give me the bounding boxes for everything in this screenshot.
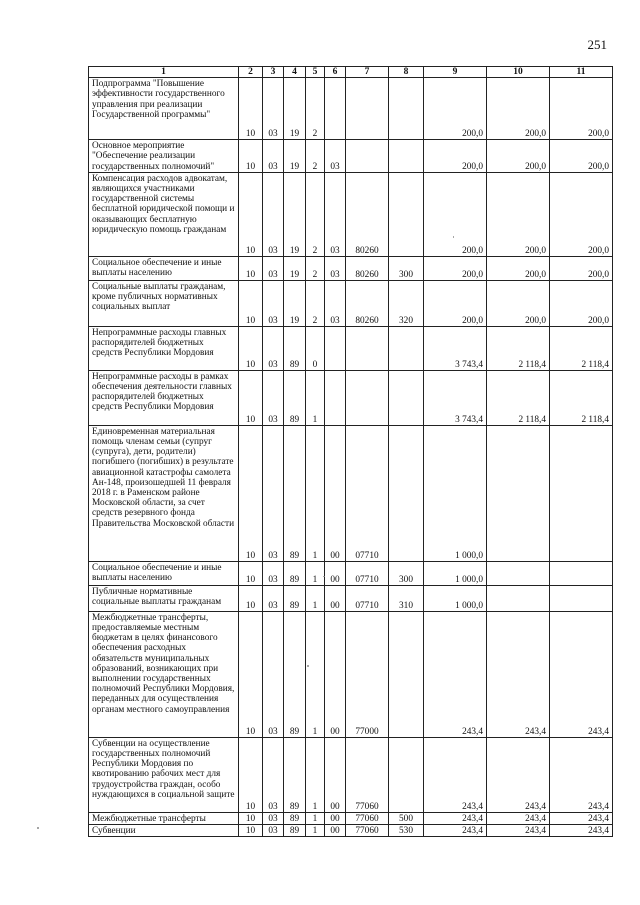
code-cell: 10 bbox=[239, 280, 263, 326]
code-cell bbox=[389, 425, 424, 561]
code-cell: 07710 bbox=[346, 585, 389, 611]
page-number: 251 bbox=[587, 37, 607, 52]
amount-cell: 243,4 bbox=[487, 611, 550, 737]
table-row bbox=[89, 256, 613, 280]
code-cell: 320 bbox=[389, 280, 424, 326]
code-cell: 89 bbox=[284, 611, 306, 737]
code-cell: 03 bbox=[263, 611, 284, 737]
code-cell bbox=[346, 78, 389, 140]
table-row bbox=[89, 280, 613, 326]
amount-cell: 200,0 bbox=[550, 78, 613, 140]
table-body bbox=[89, 78, 613, 837]
amount-cell: 243,4 bbox=[487, 825, 550, 837]
amount-cell: 243,4 bbox=[550, 812, 613, 824]
code-cell: 89 bbox=[284, 326, 306, 370]
header-cell: 10 bbox=[487, 67, 550, 78]
amount-cell: 3 743,4 bbox=[424, 326, 487, 370]
amount-cell: 200,0 bbox=[487, 256, 550, 280]
code-cell: 07710 bbox=[346, 425, 389, 561]
code-cell: 1 bbox=[306, 561, 325, 585]
code-cell: 10 bbox=[239, 326, 263, 370]
amount-cell bbox=[487, 561, 550, 585]
code-cell bbox=[389, 370, 424, 425]
row-name-cell: Основное мероприятие "Обеспечение реализации государственных полномочий" bbox=[89, 140, 239, 173]
code-cell bbox=[389, 140, 424, 173]
scan-speck bbox=[37, 827, 39, 829]
header-cell: 6 bbox=[325, 67, 346, 78]
table-row bbox=[89, 370, 613, 425]
table-row bbox=[89, 585, 613, 611]
code-cell: 03 bbox=[263, 280, 284, 326]
code-cell: 77060 bbox=[346, 825, 389, 837]
code-cell: 10 bbox=[239, 256, 263, 280]
amount-cell bbox=[550, 425, 613, 561]
amount-cell: 2 118,4 bbox=[550, 370, 613, 425]
code-cell: 77000 bbox=[346, 611, 389, 737]
code-cell: 03 bbox=[325, 140, 346, 173]
header-cell: 2 bbox=[239, 67, 263, 78]
amount-cell: 243,4 bbox=[424, 812, 487, 824]
code-cell: 10 bbox=[239, 172, 263, 256]
amount-cell: 200,0 bbox=[487, 280, 550, 326]
code-cell: 19 bbox=[284, 78, 306, 140]
row-name-cell: Социальное обеспечение и иные выплаты населению bbox=[89, 561, 239, 585]
code-cell: 89 bbox=[284, 425, 306, 561]
amount-cell: 1 000,0 bbox=[424, 585, 487, 611]
code-cell: 10 bbox=[239, 78, 263, 140]
amount-cell: 200,0 bbox=[550, 172, 613, 256]
code-cell: 10 bbox=[239, 370, 263, 425]
code-cell: 89 bbox=[284, 737, 306, 812]
amount-cell: 1 000,0 bbox=[424, 425, 487, 561]
row-name-cell: Социальное обеспечение и иные выплаты населению bbox=[89, 256, 239, 280]
code-cell: 03 bbox=[325, 256, 346, 280]
code-cell: 03 bbox=[263, 825, 284, 837]
code-cell: 89 bbox=[284, 825, 306, 837]
amount-cell: 200,0 bbox=[487, 172, 550, 256]
code-cell: 2 bbox=[306, 172, 325, 256]
amount-cell: 243,4 bbox=[424, 611, 487, 737]
code-cell: 1 bbox=[306, 611, 325, 737]
code-cell: 03 bbox=[263, 561, 284, 585]
amount-cell bbox=[550, 561, 613, 585]
code-cell: 10 bbox=[239, 737, 263, 812]
code-cell: 500 bbox=[389, 812, 424, 824]
code-cell: 2 bbox=[306, 256, 325, 280]
code-cell: 00 bbox=[325, 585, 346, 611]
code-cell: 10 bbox=[239, 825, 263, 837]
table-row bbox=[89, 812, 613, 824]
code-cell: 300 bbox=[389, 561, 424, 585]
budget-table bbox=[88, 66, 613, 837]
code-cell: 530 bbox=[389, 825, 424, 837]
row-name-cell: Субвенции на осуществление государственных полномочий Республики Мордовия по квотированию рабочих мест для трудоустройства граждан, особо нуждающихся в социальной защите bbox=[89, 737, 239, 812]
code-cell: 19 bbox=[284, 280, 306, 326]
amount-cell: 200,0 bbox=[550, 280, 613, 326]
code-cell: 77060 bbox=[346, 737, 389, 812]
header-cell: 9 bbox=[424, 67, 487, 78]
amount-cell: 200,0 bbox=[424, 172, 487, 256]
amount-cell: 2 118,4 bbox=[487, 326, 550, 370]
code-cell: 1 bbox=[306, 585, 325, 611]
code-cell: 19 bbox=[284, 256, 306, 280]
amount-cell: 243,4 bbox=[487, 812, 550, 824]
amount-cell: 200,0 bbox=[424, 140, 487, 173]
code-cell: 10 bbox=[239, 561, 263, 585]
amount-cell: 1 000,0 bbox=[424, 561, 487, 585]
row-name-cell: Непрограммные расходы главных распорядителей бюджетных средств Республики Мордовия bbox=[89, 326, 239, 370]
amount-cell: 2 118,4 bbox=[487, 370, 550, 425]
amount-cell: 200,0 bbox=[550, 140, 613, 173]
table-row bbox=[89, 425, 613, 561]
code-cell: 2 bbox=[306, 78, 325, 140]
code-cell: 0 bbox=[306, 326, 325, 370]
code-cell: 00 bbox=[325, 561, 346, 585]
code-cell: 00 bbox=[325, 825, 346, 837]
code-cell bbox=[389, 611, 424, 737]
code-cell: 10 bbox=[239, 812, 263, 824]
code-cell bbox=[389, 326, 424, 370]
row-name-cell: Субвенции bbox=[89, 825, 239, 837]
table-row bbox=[89, 825, 613, 837]
row-name-cell: Социальные выплаты гражданам, кроме публичных нормативных социальных выплат bbox=[89, 280, 239, 326]
amount-cell: 243,4 bbox=[424, 825, 487, 837]
table-row bbox=[89, 326, 613, 370]
code-cell: 1 bbox=[306, 825, 325, 837]
amount-cell: 243,4 bbox=[550, 611, 613, 737]
table-row bbox=[89, 737, 613, 812]
code-cell: 03 bbox=[263, 78, 284, 140]
code-cell: 03 bbox=[263, 812, 284, 824]
table-row bbox=[89, 78, 613, 140]
amount-cell: 243,4 bbox=[550, 825, 613, 837]
code-cell: 89 bbox=[284, 561, 306, 585]
scan-speck bbox=[307, 665, 309, 667]
code-cell bbox=[346, 140, 389, 173]
amount-cell: 200,0 bbox=[487, 78, 550, 140]
code-cell: 03 bbox=[263, 425, 284, 561]
code-cell bbox=[325, 78, 346, 140]
code-cell: 89 bbox=[284, 370, 306, 425]
code-cell: 03 bbox=[263, 585, 284, 611]
code-cell: 80260 bbox=[346, 280, 389, 326]
code-cell: 03 bbox=[263, 172, 284, 256]
row-name-cell: Публичные нормативные социальные выплаты гражданам bbox=[89, 585, 239, 611]
amount-cell: 243,4 bbox=[487, 737, 550, 812]
amount-cell: 200,0 bbox=[424, 280, 487, 326]
amount-cell: 2 118,4 bbox=[550, 326, 613, 370]
code-cell: 1 bbox=[306, 425, 325, 561]
row-name-cell: Межбюджетные трансферты, предоставляемые местным бюджетам в целях финансового обеспечения расходных обязательств муниципальных образований, возникающих при выполнении государственных полномочий Республики Мордовия, переданных для осуществления органам местного самоуправления bbox=[89, 611, 239, 737]
code-cell: 80260 bbox=[346, 256, 389, 280]
code-cell bbox=[325, 326, 346, 370]
code-cell: 03 bbox=[263, 326, 284, 370]
amount-cell: 200,0 bbox=[424, 78, 487, 140]
scan-speck bbox=[323, 576, 325, 577]
code-cell bbox=[389, 737, 424, 812]
code-cell: 10 bbox=[239, 585, 263, 611]
row-name-cell: Компенсация расходов адвокатам, являющихся участниками государственной системы бесплатной юридической помощи и оказывающих бесплатную юридическую помощь гражданам bbox=[89, 172, 239, 256]
code-cell: 89 bbox=[284, 812, 306, 824]
row-name-cell: Межбюджетные трансферты bbox=[89, 812, 239, 824]
code-cell: 2 bbox=[306, 280, 325, 326]
code-cell: 00 bbox=[325, 425, 346, 561]
row-name-cell: Единовременная материальная помощь членам семьи (супруг (супруга), дети, родители) погибшего (погибших) в результате авиационной катастрофы самолета Ан-148, произошедшей 11 февраля 2018 г. в Раменском районе Московской области, за счет средств резервного фонда Правительства Московской области bbox=[89, 425, 239, 561]
code-cell: 19 bbox=[284, 140, 306, 173]
table-header-row bbox=[89, 67, 613, 78]
code-cell: 80260 bbox=[346, 172, 389, 256]
code-cell: 310 bbox=[389, 585, 424, 611]
amount-cell: 200,0 bbox=[424, 256, 487, 280]
header-cell: 3 bbox=[263, 67, 284, 78]
code-cell: 1 bbox=[306, 812, 325, 824]
code-cell: 1 bbox=[306, 370, 325, 425]
code-cell: 1 bbox=[306, 737, 325, 812]
code-cell bbox=[346, 370, 389, 425]
header-cell: 4 bbox=[284, 67, 306, 78]
code-cell: 00 bbox=[325, 611, 346, 737]
code-cell: 03 bbox=[263, 370, 284, 425]
header-cell: 1 bbox=[89, 67, 239, 78]
header-cell: 11 bbox=[550, 67, 613, 78]
amount-cell: 243,4 bbox=[550, 737, 613, 812]
header-cell: 7 bbox=[346, 67, 389, 78]
table-row bbox=[89, 140, 613, 173]
code-cell bbox=[346, 326, 389, 370]
code-cell: 03 bbox=[325, 172, 346, 256]
table-row bbox=[89, 172, 613, 256]
code-cell: 10 bbox=[239, 425, 263, 561]
code-cell: 07710 bbox=[346, 561, 389, 585]
code-cell: 10 bbox=[239, 140, 263, 173]
code-cell bbox=[389, 172, 424, 256]
code-cell: 300 bbox=[389, 256, 424, 280]
code-cell: 19 bbox=[284, 172, 306, 256]
code-cell: 03 bbox=[263, 737, 284, 812]
header-cell: 8 bbox=[389, 67, 424, 78]
code-cell: 2 bbox=[306, 140, 325, 173]
table-row bbox=[89, 561, 613, 585]
code-cell: 00 bbox=[325, 812, 346, 824]
code-cell: 77060 bbox=[346, 812, 389, 824]
amount-cell bbox=[487, 425, 550, 561]
code-cell bbox=[389, 78, 424, 140]
header-cell: 5 bbox=[306, 67, 325, 78]
code-cell: 03 bbox=[263, 140, 284, 173]
code-cell bbox=[325, 370, 346, 425]
code-cell: 10 bbox=[239, 611, 263, 737]
amount-cell bbox=[487, 585, 550, 611]
code-cell: 03 bbox=[325, 280, 346, 326]
scan-speck bbox=[453, 236, 454, 238]
row-name-cell: Подпрограмма "Повышение эффективности государственного управления при реализации Государственной программы" bbox=[89, 78, 239, 140]
code-cell: 89 bbox=[284, 585, 306, 611]
code-cell: 00 bbox=[325, 737, 346, 812]
amount-cell: 243,4 bbox=[424, 737, 487, 812]
amount-cell: 3 743,4 bbox=[424, 370, 487, 425]
amount-cell: 200,0 bbox=[487, 140, 550, 173]
row-name-cell: Непрограммные расходы в рамках обеспечения деятельности главных распорядителей бюджетных средств Республики Мордовия bbox=[89, 370, 239, 425]
code-cell: 03 bbox=[263, 256, 284, 280]
table-row bbox=[89, 611, 613, 737]
amount-cell bbox=[550, 585, 613, 611]
amount-cell: 200,0 bbox=[550, 256, 613, 280]
